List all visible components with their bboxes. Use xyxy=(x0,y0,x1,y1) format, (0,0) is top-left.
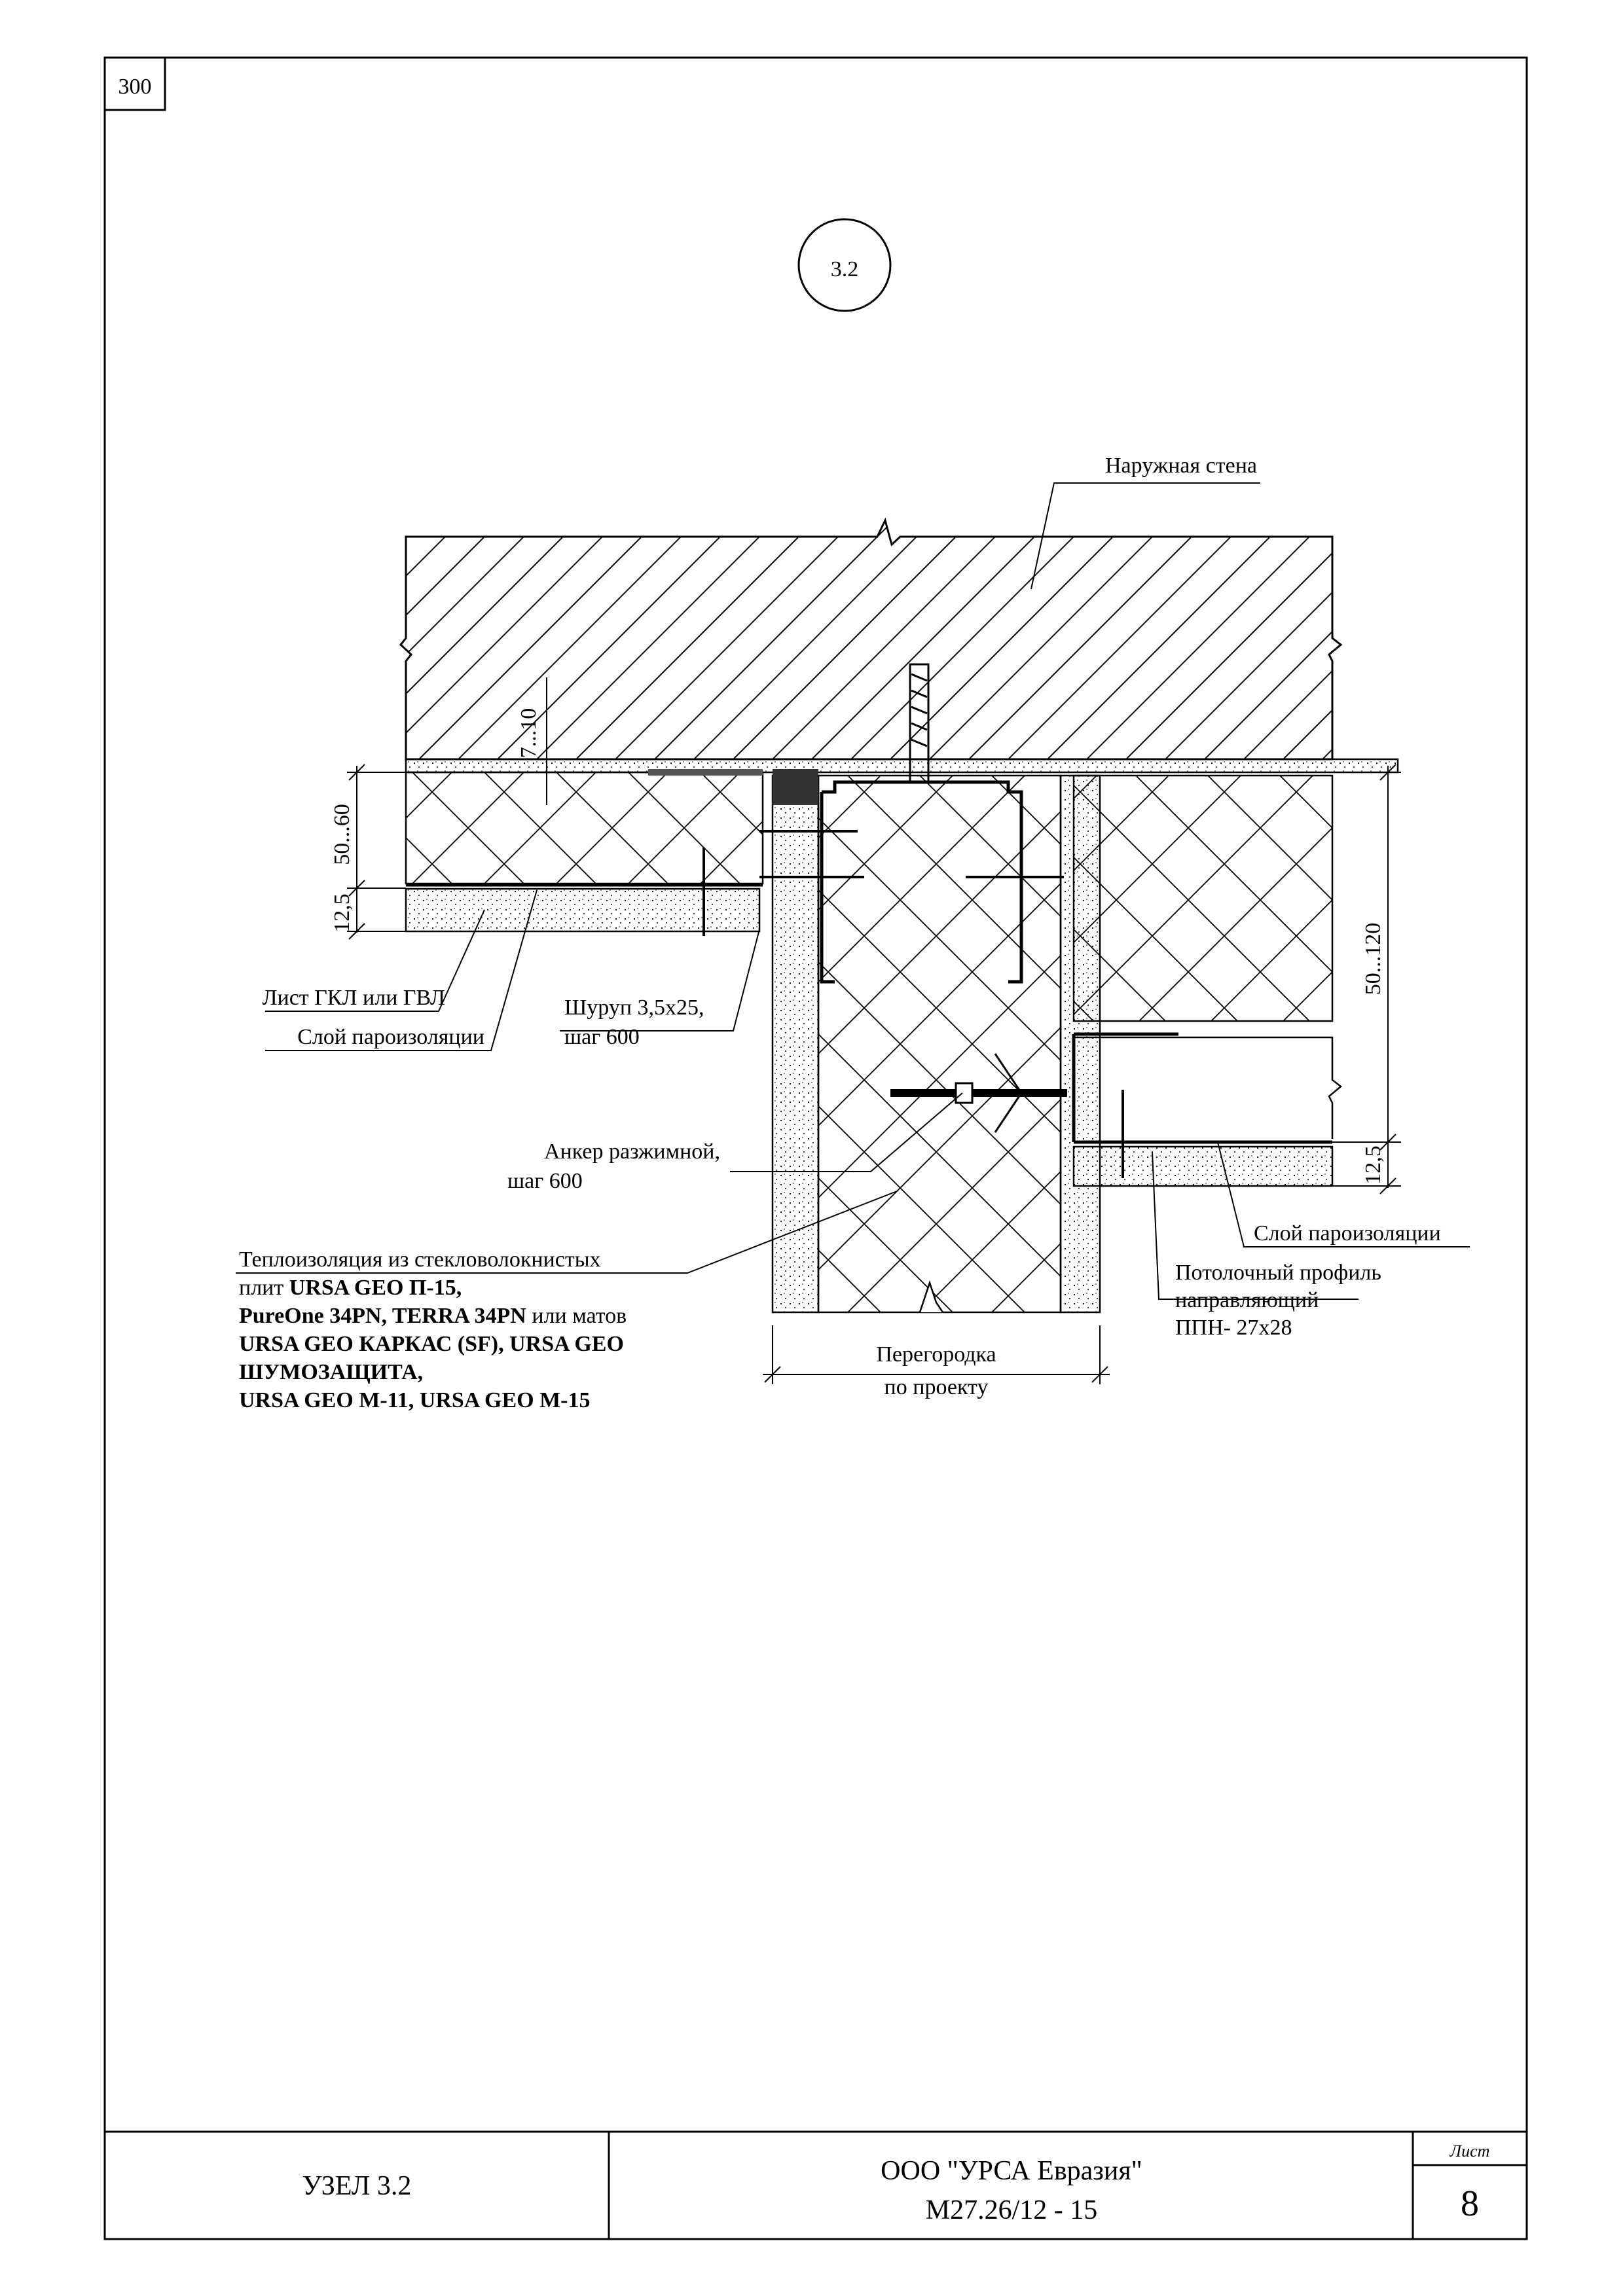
label-insulation-2a: плит xyxy=(239,1276,289,1300)
node-marker xyxy=(799,219,890,311)
label-anchor-2: шаг 600 xyxy=(507,1169,583,1193)
label-profile-3: ППН- 27х28 xyxy=(1175,1316,1292,1340)
label-insulation-2b: URSA GEO П-15, xyxy=(289,1276,462,1300)
dim-insul-left: 50...60 xyxy=(330,804,354,865)
label-insulation-6: URSA GEO M-11, URSA GEO M-15 xyxy=(239,1388,591,1412)
title-node: УЗЕЛ 3.2 xyxy=(302,2171,412,2201)
right-ceiling-insulation xyxy=(1074,776,1341,1186)
label-outer-wall: Наружная стена xyxy=(1105,454,1257,478)
partition xyxy=(773,769,1100,1312)
dim-sheet-left: 12,5 xyxy=(330,893,354,933)
dim-sheet-right: 12,5 xyxy=(1361,1145,1385,1185)
label-vapor-barrier-right: Слой пароизоляции xyxy=(1254,1221,1441,1246)
label-insulation-3 xyxy=(239,1304,627,1328)
outer-wall xyxy=(401,520,1398,772)
label-profile-2: направляющий xyxy=(1175,1288,1319,1312)
sheet-number: 8 xyxy=(1461,2183,1479,2224)
label-insulation-2 xyxy=(239,1276,462,1300)
dim-gap: 7...10 xyxy=(517,708,541,759)
label-vapor-barrier-left: Слой пароизоляции xyxy=(297,1025,484,1049)
label-profile-1: Потолочный профиль xyxy=(1175,1261,1381,1285)
label-insulation-5: ШУМОЗАЩИТА, xyxy=(239,1360,424,1384)
title-block xyxy=(105,2132,1527,2239)
title-document: М27.26/12 - 15 xyxy=(925,2195,1098,2225)
sheet-label: Лист xyxy=(1450,2142,1490,2161)
label-partition-1: Перегородка xyxy=(876,1342,996,1367)
dim-insul-right: 50...120 xyxy=(1361,922,1385,996)
page-number: 300 xyxy=(118,75,152,99)
label-gkl-sheet: Лист ГКЛ или ГВЛ xyxy=(262,986,445,1010)
label-insulation-3b: или матов xyxy=(526,1304,627,1328)
left-ceiling-insulation xyxy=(406,769,763,931)
label-screw-1: Шуруп 3,5х25, xyxy=(564,996,704,1020)
label-screw-2: шаг 600 xyxy=(564,1025,640,1049)
title-company: ООО "УРСА Евразия" xyxy=(881,2156,1142,2186)
label-partition-2: по проекту xyxy=(884,1375,989,1399)
label-anchor-1: Анкер разжимной, xyxy=(543,1139,720,1164)
label-insulation-3a: PureOne 34PN, TERRA 34PN xyxy=(239,1304,526,1328)
label-insulation-4: URSA GEO КАРКАС (SF), URSA GEO xyxy=(239,1332,624,1356)
label-insulation-1: Теплоизоляция из стекловолокнистых xyxy=(239,1247,601,1272)
node-marker-text: 3.2 xyxy=(830,257,859,281)
